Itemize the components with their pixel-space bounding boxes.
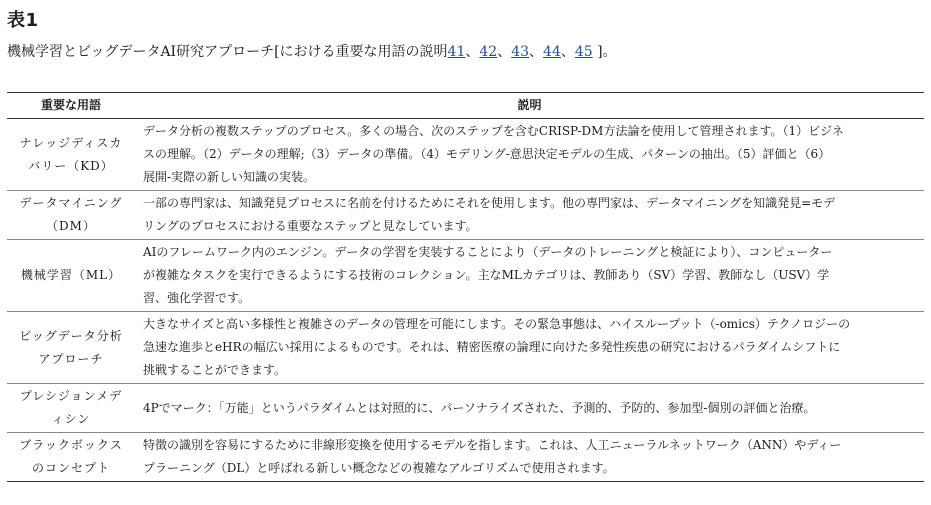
- reference-link-42[interactable]: 42: [479, 44, 498, 60]
- term-cell: [7, 240, 135, 312]
- term-text: のコンセプト: [31, 461, 110, 475]
- description-text: 一部の専門家は、知識発見プロセスに名前を付けるためにそれを使用します。他の専門家は、データマイニングを知識発見=モデ: [143, 196, 836, 210]
- term-cell: [7, 384, 135, 433]
- description-text: データ分析の複数ステップのプロセス。多くの場合、次のステップを含むCRISP-DM方法論を使用して管理されます。（1）ビジネ: [143, 124, 844, 138]
- description-text: 特徴の識別を容易にするために非線形変換を使用するモデルを指します。これは、人工ニューラルネットワーク（ANN）やディー: [143, 438, 842, 452]
- reference-link-43[interactable]: 43: [511, 44, 530, 60]
- term-text: ブラックボックス: [19, 438, 123, 452]
- term-text: アプローチ: [38, 351, 104, 366]
- table-row: [7, 433, 924, 482]
- description-text: が複雑なタスクを実行できるようにする技術のコレクション。主なMLカテゴリは、教師あり（SV）学習、教師なし（USV）学: [143, 268, 830, 282]
- table-body: [7, 119, 924, 482]
- description-cell: [135, 433, 924, 482]
- term-cell: [7, 191, 135, 240]
- table-row: [7, 240, 924, 312]
- description-text: AIのフレームワーク内のエンジン。データの学習を実装することにより（データのトレーニングと検証により）、コンピューター: [143, 245, 833, 259]
- term-text: ィシン: [51, 412, 91, 426]
- header-description: 説明: [135, 93, 924, 119]
- description-cell: [135, 384, 924, 433]
- table-label: 表1: [7, 10, 39, 31]
- description-cell: [135, 312, 924, 384]
- reference-link-44[interactable]: 44: [543, 44, 561, 60]
- table-row: [7, 384, 924, 433]
- term-text: データマイニング: [19, 196, 123, 210]
- term-text: 機械学習（ML）: [20, 268, 122, 282]
- description-text: スの理解。（2）データの理解;（3）データの準備。（4）モデリング-意思決定モデルの生成、パターンの抽出。（5）評価と（6）: [143, 147, 831, 161]
- term-text: バリー（KD）: [28, 158, 114, 173]
- description-text: プラーニング（DL）と呼ばれる新しい概念などの複雑なアルゴリズムで使用されます。: [143, 461, 615, 475]
- term-text: プレシジョンメデ: [19, 389, 123, 403]
- caption-text: 機械学習とビッグデータAI研究アプローチ[における重要な用語の説明: [7, 44, 448, 60]
- caption-separator: 、: [560, 44, 575, 60]
- caption-separator: 、: [529, 44, 544, 60]
- description-text: 大きなサイズと高い多様性と複雑さのデータの管理を可能にします。その緊急事態は、ハイスループット（-omics）テクノロジーの: [143, 317, 851, 331]
- description-cell: [135, 191, 924, 240]
- reference-link-41[interactable]: 41: [447, 44, 466, 60]
- description-text: リングのプロセスにおける重要なステップと見なしています。: [143, 219, 478, 233]
- terms-table: [7, 92, 924, 482]
- description-text: 習、強化学習です。: [143, 291, 251, 305]
- header-term: 重要な用語: [7, 93, 135, 119]
- table-caption: [7, 41, 617, 61]
- description-text: 挑戦することができます。: [143, 363, 287, 377]
- term-cell: [7, 312, 135, 384]
- term-text: （DM）: [46, 219, 96, 233]
- term-cell: [7, 119, 135, 191]
- caption-separator: 、: [465, 44, 480, 60]
- caption-separator: 、: [497, 44, 512, 60]
- term-text: ナレッジディスカ: [19, 135, 123, 150]
- description-text: 展開-実際の新しい知識の実装。: [143, 170, 316, 184]
- reference-link-45[interactable]: 45: [574, 44, 593, 60]
- description-cell: [135, 119, 924, 191]
- description-text: 急速な進歩とeHRの幅広い採用によるものです。それは、精密医療の論理に向けた多発性疾患の研究におけるパラダイムシフトに: [143, 340, 841, 354]
- table-header-row: [7, 93, 924, 119]
- description-cell: [135, 240, 924, 312]
- description-text: 4Pでマーク：「万能」というパラダイムとは対照的に、パーソナライズされた、予測的、予防的、参加型-個別の評価と治療。: [143, 400, 816, 415]
- term-text: ビッグデータ分析: [19, 328, 123, 343]
- table-row: [7, 312, 924, 384]
- table-row: [7, 191, 924, 240]
- table-row: [7, 119, 924, 191]
- term-cell: [7, 433, 135, 482]
- caption-close: ]。: [592, 44, 617, 60]
